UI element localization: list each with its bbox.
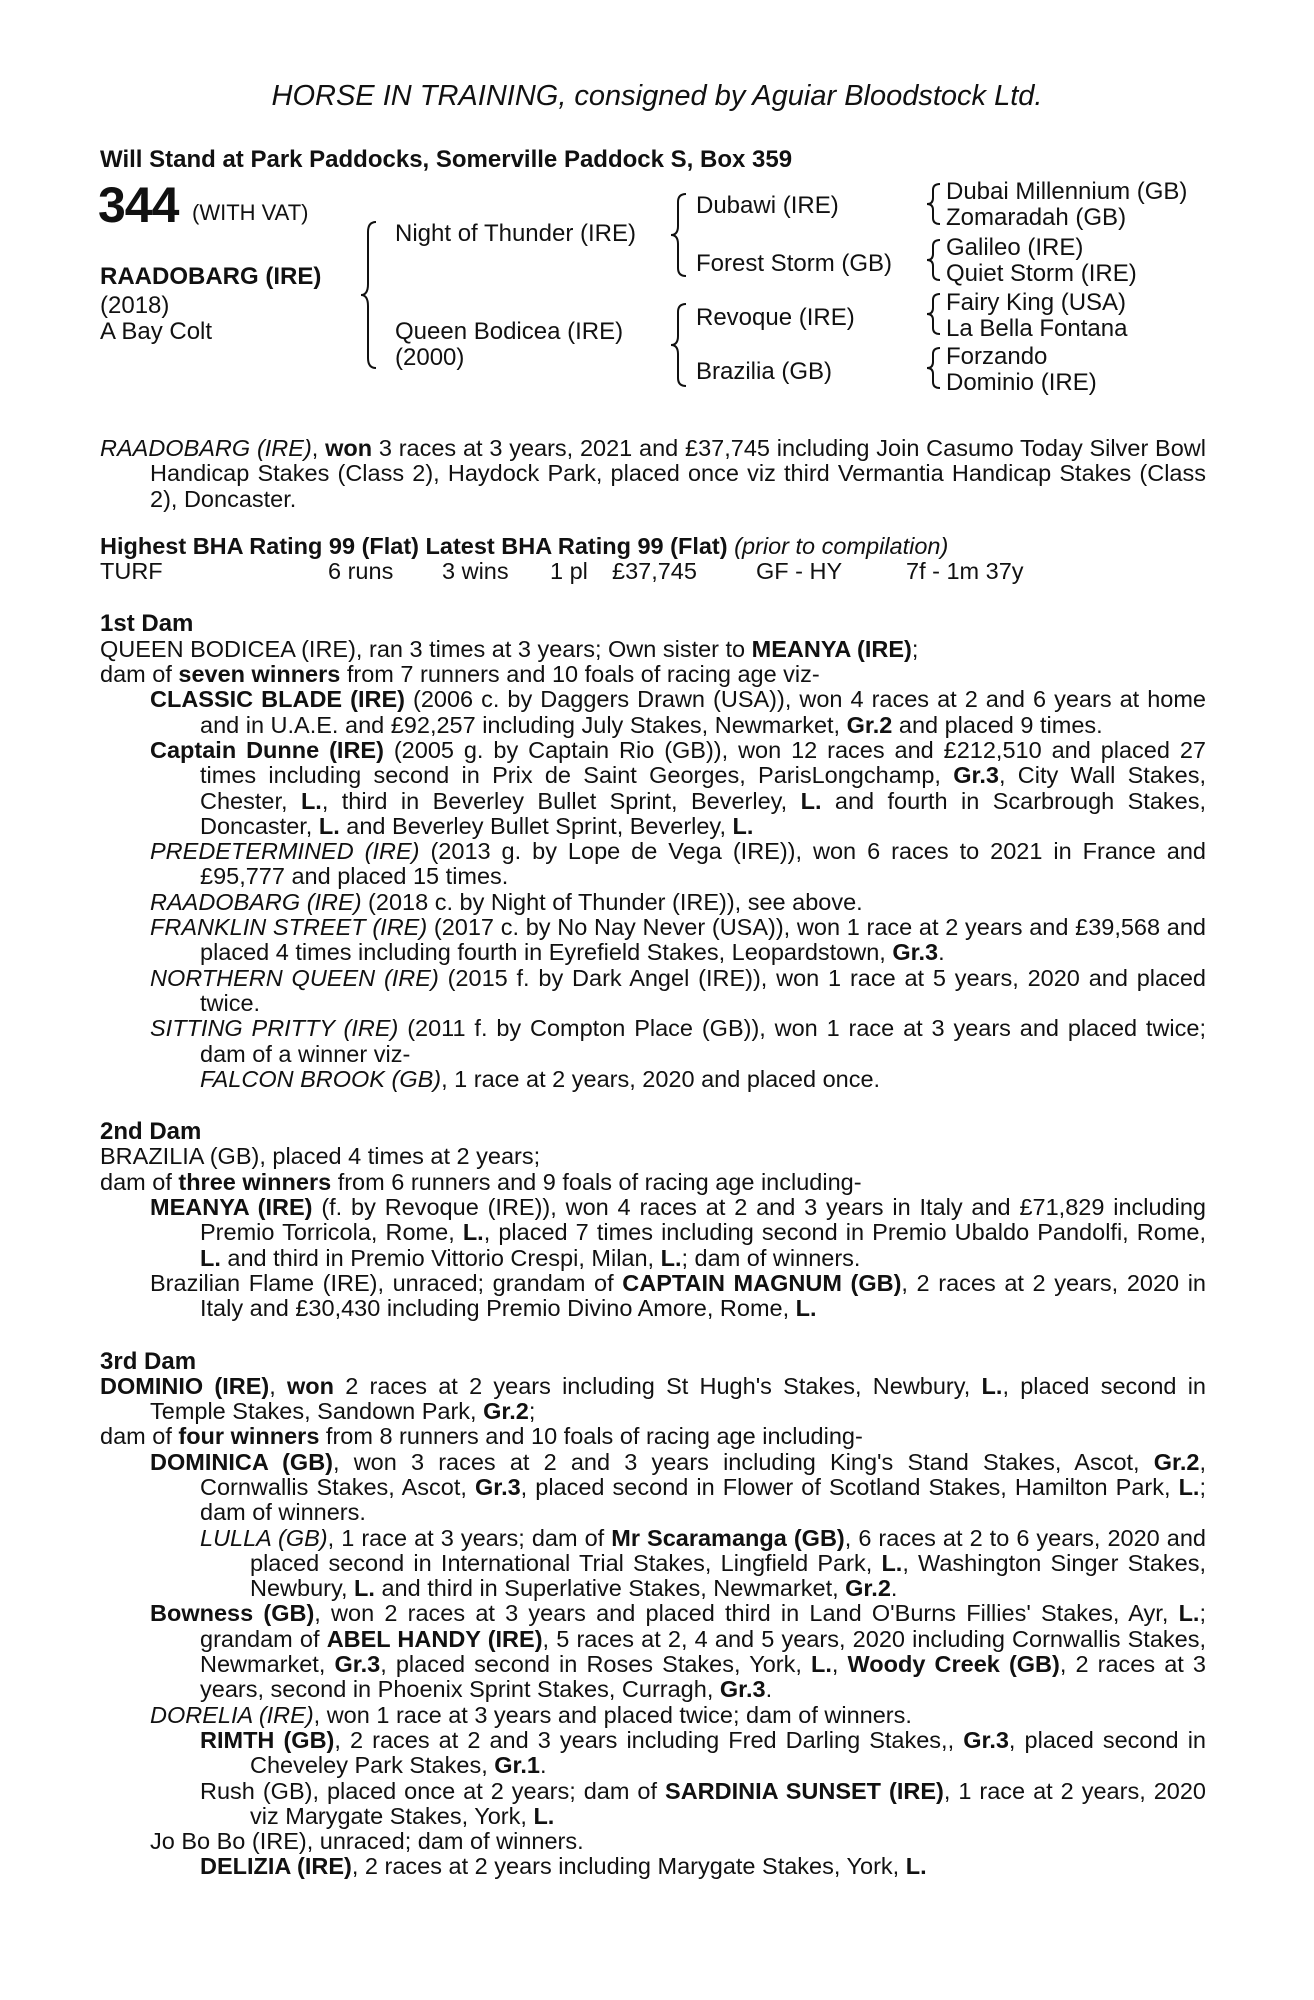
turf-distance: 7f - 1m 37y xyxy=(906,558,1024,585)
produce-entry: RIMTH (GB), 2 races at 2 and 3 years including Fred Darling Stakes,, Gr.3, placed second in Cheveley Park Stakes, Gr.1. xyxy=(200,1726,1206,1779)
pedigree-bracket-sire xyxy=(670,192,690,278)
produce-entry: DELIZIA (IRE), 2 races at 2 years including Marygate Stakes, York, L. xyxy=(200,1853,927,1880)
produce-entry: DOMINICA (GB), won 3 races at 2 and 3 years including King's Stand Stakes, Ascot, Gr.2, Cornwallis Stakes, Ascot, Gr.3, placed second in Flower of Scotland Stakes, Hamilton Park, L.; dam of winners. xyxy=(150,1448,1207,1526)
race-record-won: won xyxy=(325,435,373,461)
produce-entry: Brazilian Flame (IRE), unraced; grandam of CAPTAIN MAGNUM (GB), 2 races at 2 years, 2020 in Italy and £30,430 including Premio Divino Amore, Rome, L. xyxy=(150,1269,1206,1322)
catalogue-body xyxy=(100,436,1206,1880)
turf-placed: 1 pl xyxy=(550,558,588,585)
pedigree-gen3-5: Fairy King (USA) xyxy=(946,289,1127,316)
pedigree-gen3-3: Galileo (IRE) xyxy=(946,234,1084,261)
produce-entry: NORTHERN QUEEN (IRE) (2015 f. by Dark Angel (IRE)), won 1 race at 5 years, 2020 and placed twice. xyxy=(150,964,1206,1016)
produce-entry: PREDETERMINED (IRE) (2013 g. by Lope de Vega (IRE)), won 6 races to 2021 in France and £95,777 and placed 15 times. xyxy=(150,838,1206,890)
horse-name: RAADOBARG (IRE) xyxy=(100,263,322,290)
third-dam-line2: dam of four winners from 8 runners and 10 foals of racing age including- xyxy=(100,1423,863,1450)
consignment-heading: HORSE IN TRAINING, consigned by Aguiar Bloodstock Ltd. xyxy=(271,80,1043,112)
lot-number: 344 xyxy=(98,177,179,233)
pedigree-gen3-6: La Bella Fontana xyxy=(946,315,1128,342)
produce-entry: Captain Dunne (IRE) (2005 g. by Captain Rio (GB)), won 12 races and £212,510 and placed 27 times including second in Prix de Saint Georges, ParisLongchamp, Gr.3, City Wall Stakes, Chester, L., third in Beverley Bullet Sprint, Beverley, L. and fourth in Scarbrough Stakes, Doncaster, L. and Beverley Bullet Sprint, Beverley, L. xyxy=(150,736,1206,839)
stand-location: Will Stand at Park Paddocks, Somerville Paddock S, Box 359 xyxy=(100,146,793,173)
foaling-year: (2018) xyxy=(100,292,170,319)
produce-entry: RAADOBARG (IRE) (2018 c. by Night of Thunder (IRE)), see above. xyxy=(150,888,863,915)
pedigree-gen3-7: Forzando xyxy=(946,343,1048,370)
pedigree-bracket-dam xyxy=(670,302,690,388)
pedigree-dam: Queen Bodicea (IRE) xyxy=(395,318,624,345)
race-record-horse: RAADOBARG (IRE) xyxy=(100,435,312,461)
pedigree-dam-sire: Revoque (IRE) xyxy=(696,304,855,331)
pedigree-bracket-g1 xyxy=(926,182,944,226)
first-dam-line1: QUEEN BODICEA (IRE), ran 3 times at 3 years; Own sister to MEANYA (IRE); xyxy=(100,635,919,662)
produce-entry: Rush (GB), placed once at 2 years; dam of SARDINIA SUNSET (IRE), 1 race at 2 years, 2020 viz Marygate Stakes, York, L. xyxy=(200,1777,1206,1829)
third-dam-line1: DOMINIO (IRE), won 2 races at 2 years including St Hugh's Stakes, Newbury, L., placed second in Temple Stakes, Sandown Park, Gr.2; xyxy=(100,1372,1206,1425)
third-dam-heading: 3rd Dam xyxy=(100,1347,197,1375)
second-dam-line1: BRAZILIA (GB), placed 4 times at 2 years; xyxy=(100,1143,541,1170)
vat-note: (WITH VAT) xyxy=(192,200,309,225)
bha-rating xyxy=(100,534,1206,559)
pedigree-bracket-g4 xyxy=(926,346,944,390)
produce-entry: FALCON BROOK (GB), 1 race at 2 years, 2020 and placed once. xyxy=(200,1065,881,1092)
produce-entry: Jo Bo Bo (IRE), unraced; dam of winners. xyxy=(150,1828,584,1855)
produce-entry: DORELIA (IRE), won 1 race at 3 years and placed twice; dam of winners. xyxy=(150,1701,912,1728)
produce-entry: FRANKLIN STREET (IRE) (2017 c. by No Nay Never (USA)), won 1 race at 2 years and £39,568 and placed 4 times including fourth in Eyrefield Stakes, Leopardstown, Gr.3. xyxy=(150,914,1206,966)
pedigree-dam-dam: Brazilia (GB) xyxy=(696,358,833,385)
race-record-text: 3 races at 3 years, 2021 and £37,745 including Join Casumo Today Silver Bowl Handicap Stakes (Class 2), Haydock Park, placed once viz third Vermantia Handicap Stakes (Class 2), Doncaster. xyxy=(150,435,1206,512)
second-dam-heading: 2nd Dam xyxy=(100,1118,202,1146)
horse-description: A Bay Colt xyxy=(100,318,213,345)
turf-earnings: £37,745 xyxy=(612,558,697,585)
pedigree-sire-dam: Forest Storm (GB) xyxy=(696,250,893,277)
produce-entry: SITTING PRITTY (IRE) (2011 f. by Compton Place (GB)), won 1 race at 3 years and placed twice; dam of a winner viz- xyxy=(150,1015,1206,1067)
pedigree-sire: Night of Thunder (IRE) xyxy=(395,220,636,247)
pedigree-bracket-main xyxy=(360,220,380,370)
pedigree-bracket-g2 xyxy=(926,238,944,282)
produce-entry: MEANYA (IRE) (f. by Revoque (IRE)), won 4 races at 2 and 3 years in Italy and £71,829 including Premio Torricola, Rome, L., placed 7 times including second in Premio Ubaldo Pandolfi, Rome, L. and third in Premio Vittorio Crespi, Milan, L.; dam of winners. xyxy=(150,1194,1207,1271)
turf-runs: 6 runs xyxy=(328,558,394,585)
turf-summary xyxy=(100,559,1206,584)
turf-going: GF - HY xyxy=(756,558,843,585)
produce-entry: LULLA (GB), 1 race at 3 years; dam of Mr Scaramanga (GB), 6 races at 2 to 6 years, 2020 and placed second in International Trial Stakes, Lingfield Park, L., Washington Singer Stakes, Newbury, L. and third in Superlative Stakes, Newmarket, Gr.2. xyxy=(200,1524,1206,1602)
pedigree-sire-sire: Dubawi (IRE) xyxy=(696,192,839,219)
bha-rating-note: (prior to compilation) xyxy=(734,532,949,559)
first-dam-heading: 1st Dam xyxy=(100,610,194,638)
produce-entry: Bowness (GB), won 2 races at 3 years and placed third in Land O'Burns Fillies' Stakes, Ayr, L.; grandam of ABEL HANDY (IRE), 5 races at 2, 4 and 5 years, 2020 including Cornwallis Stakes, Newmarket, Gr.3, placed second in Roses Stakes, York, L., Woody Creek (GB), 2 races at 3 years, second in Phoenix Sprint Stakes, Curragh, Gr.3. xyxy=(150,1600,1206,1703)
pedigree-gen3-2: Zomaradah (GB) xyxy=(946,204,1127,231)
second-dam-line2: dam of three winners from 6 runners and 9 foals of racing age including- xyxy=(100,1168,862,1195)
pedigree-gen3-4: Quiet Storm (IRE) xyxy=(946,260,1137,287)
pedigree-gen3-1: Dubai Millennium (GB) xyxy=(946,178,1188,205)
pedigree-dam-year: (2000) xyxy=(395,344,465,371)
pedigree-bracket-g3 xyxy=(926,292,944,336)
pedigree-gen3-8: Dominio (IRE) xyxy=(946,369,1097,396)
bha-rating-text: Highest BHA Rating 99 (Flat) Latest BHA Rating 99 (Flat) xyxy=(100,532,728,559)
race-record: RAADOBARG (IRE), won 3 races at 3 years, 2021 and £37,745 including Join Casumo Today Silver Bowl Handicap Stakes (Class 2), Haydock Park, placed once viz third Vermantia Handicap Stakes (Class 2), Doncaster. xyxy=(100,435,1206,512)
turf-label: TURF xyxy=(100,558,163,585)
first-dam-line2: dam of seven winners from 7 runners and 10 foals of racing age viz- xyxy=(100,661,820,688)
turf-wins: 3 wins xyxy=(442,558,509,585)
produce-entry: CLASSIC BLADE (IRE) (2006 c. by Daggers Drawn (USA)), won 4 races at 2 and 6 years at home and in U.A.E. and £92,257 including July Stakes, Newmarket, Gr.2 and placed 9 times. xyxy=(150,686,1206,738)
